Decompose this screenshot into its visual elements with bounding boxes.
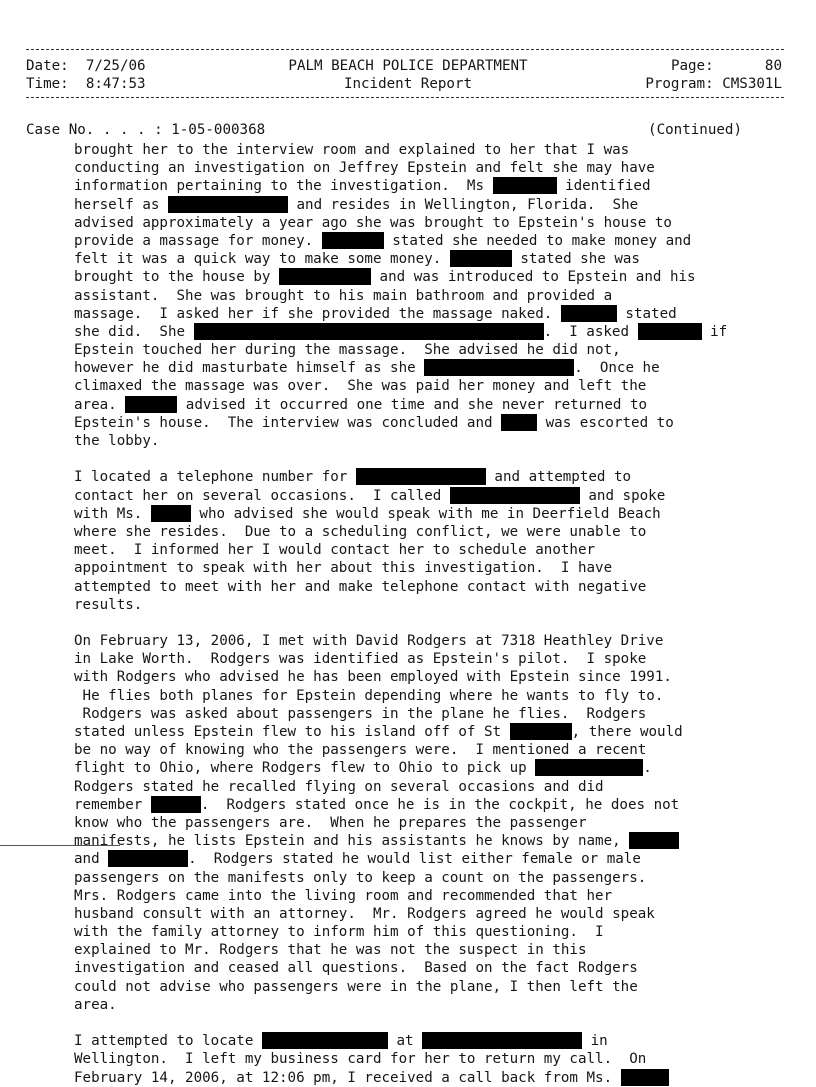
program-row: [645, 76, 782, 92]
text-line: [26, 177, 786, 195]
text-line: [26, 232, 786, 250]
text-line: [26, 250, 786, 268]
line-segment: massage. I asked her if she provided the massage naked.: [74, 305, 561, 322]
paragraph-gap: [26, 1014, 786, 1032]
redaction-bar: [629, 832, 679, 849]
text-line: [26, 487, 786, 505]
redaction-bar: [561, 305, 617, 322]
line-segment: passengers on the manifests only to keep a count on the passengers.: [74, 869, 647, 886]
line-segment: area.: [74, 996, 117, 1013]
date-value: 7/25/06: [85, 58, 146, 74]
line-segment: at: [387, 1033, 423, 1050]
line-segment: with the family attorney to inform him of this questioning. I: [74, 924, 604, 941]
redaction-bar: [450, 487, 580, 504]
text-line: [26, 596, 786, 614]
text-line: [26, 778, 786, 796]
line-segment: identified: [556, 178, 651, 195]
line-segment: in Lake Worth. Rodgers was identified as Epstein's pilot. I spoke: [74, 651, 647, 668]
line-segment: in: [582, 1033, 608, 1050]
line-segment: stated: [616, 305, 677, 322]
line-segment: investigation and ceased all questions. Based on the fact Rodgers: [74, 960, 638, 977]
text-line: [26, 359, 786, 377]
line-segment: conducting an investigation on Jeffrey Epstein and felt she may have: [74, 160, 655, 177]
line-segment: know who the passengers are. When he prepares the passenger: [74, 814, 587, 831]
case-number: 1-05-000368: [171, 122, 266, 138]
line-segment: with Ms.: [74, 505, 151, 522]
line-segment: and was introduced to Epstein and his: [371, 269, 696, 286]
text-line: [26, 341, 786, 359]
text-line: [26, 432, 786, 450]
redaction-bar: [151, 505, 191, 522]
text-line: [26, 377, 786, 395]
report-type: Incident Report: [343, 76, 473, 92]
redaction-bar: [356, 468, 486, 485]
redaction-bar: [638, 323, 702, 340]
text-line: [26, 468, 786, 486]
redaction-bar: [322, 232, 384, 249]
text-line: [26, 814, 786, 832]
line-segment: Epstein touched her during the massage. She advised he did not,: [74, 342, 621, 359]
line-segment: I located a telephone number for: [74, 469, 356, 486]
line-segment: appointment to speak with her about this investigation. I have: [74, 560, 613, 577]
text-line: [26, 541, 786, 559]
line-segment: the lobby.: [74, 433, 160, 449]
text-line: [26, 687, 786, 705]
header-bottom-divider: [26, 97, 784, 98]
text-line: [26, 1069, 786, 1087]
line-segment: contact her on several occasions. I called: [74, 487, 450, 504]
text-line: [26, 905, 786, 923]
text-line: [26, 396, 786, 414]
header-top-divider: [26, 49, 784, 50]
line-segment: I attempted to locate: [74, 1033, 262, 1050]
line-segment: . Rodgers stated once he is in the cockpit, he does not: [200, 796, 680, 813]
date-label: Date:: [26, 58, 69, 74]
line-segment: February 14, 2006, at 12:06 pm, I received a call back from Ms.: [74, 1069, 621, 1086]
line-segment: felt it was a quick way to make some money.: [74, 251, 450, 268]
redaction-bar: [535, 759, 643, 776]
line-segment: results.: [74, 596, 143, 613]
line-segment: herself as: [74, 196, 168, 213]
line-segment: On February 13, 2006, I met with David Rodgers at 7318 Heathley Drive: [74, 633, 664, 650]
redaction-bar: [510, 723, 572, 740]
time-value: 8:47:53: [85, 76, 146, 92]
text-line: [26, 159, 786, 177]
line-segment: was escorted to: [537, 414, 674, 431]
line-segment: Epstein's house. The interview was concluded and: [74, 414, 502, 431]
line-segment: , there would: [571, 724, 683, 740]
text-line: [26, 141, 786, 159]
line-segment: meet. I informed her I would contact her to schedule another: [74, 542, 596, 559]
line-segment: if: [701, 323, 728, 340]
text-line: [26, 832, 786, 850]
text-line: [26, 850, 786, 868]
redaction-bar: [194, 323, 544, 340]
text-line: [26, 723, 786, 741]
line-segment: advised approximately a year ago she was brought to Epstein's house to: [74, 214, 672, 231]
redaction-bar: [108, 850, 188, 867]
department-name: PALM BEACH POLICE DEPARTMENT: [288, 58, 528, 74]
text-line: [26, 523, 786, 541]
text-line: [26, 941, 786, 959]
line-segment: brought to the house by: [74, 269, 279, 286]
text-line: [26, 578, 786, 596]
line-segment: manifests, he lists Epstein and his assistants he knows by name,: [74, 833, 630, 850]
text-line: [26, 268, 786, 286]
line-segment: . Rodgers stated he would list either female or male: [188, 851, 641, 868]
redaction-bar: [450, 250, 512, 267]
line-segment: brought her to the interview room and explained to her that I was: [74, 142, 630, 158]
text-line: [26, 559, 786, 577]
text-line: [26, 923, 786, 941]
line-segment: stated unless Epstein flew to his island off of St: [74, 724, 510, 740]
line-segment: climaxed the massage was over. She was paid her money and left the: [74, 378, 647, 395]
text-line: [26, 323, 786, 341]
text-line: [26, 959, 786, 977]
text-line: [26, 632, 786, 650]
line-segment: be no way of knowing who the passengers were. I mentioned a recent: [74, 742, 647, 759]
line-segment: stated she needed to make money and: [383, 232, 692, 249]
paragraph-gap: [26, 450, 786, 468]
paragraph-gap: [26, 614, 786, 632]
redaction-bar: [422, 1032, 582, 1049]
case-label: Case No. . . . :: [26, 122, 163, 138]
line-segment: who advised she would speak with me in Deerfield Beach: [190, 505, 661, 522]
line-segment: . I asked: [543, 323, 638, 340]
line-segment: Mrs. Rodgers came into the living room and recommended that her: [74, 887, 613, 904]
page-label: Page:: [670, 58, 714, 74]
line-segment: and attempted to: [485, 469, 632, 486]
redaction-bar: [262, 1032, 388, 1049]
line-segment: stated she was: [511, 251, 640, 268]
redaction-bar: [125, 396, 177, 413]
text-line: [26, 759, 786, 777]
line-segment: information pertaining to the investigation. Ms: [74, 178, 493, 195]
redaction-bar: [168, 196, 288, 213]
redaction-bar: [501, 414, 537, 431]
line-segment: . Once he: [574, 360, 660, 377]
text-line: [26, 996, 786, 1014]
text-line: [26, 214, 786, 232]
program-code: CMS301L: [722, 76, 782, 92]
text-line: [26, 287, 786, 305]
line-segment: advised it occurred one time and she never returned to: [177, 396, 648, 413]
line-segment: with Rodgers who advised he has been employed with Epstein since 1991.: [74, 669, 672, 686]
time-label: Time:: [26, 76, 69, 92]
text-line: [26, 650, 786, 668]
line-segment: husband consult with an attorney. Mr. Rodgers agreed he would speak: [74, 905, 655, 922]
page-row: [671, 58, 782, 74]
line-segment: where she resides. Due to a scheduling conflict, we were unable to: [74, 523, 647, 540]
line-segment: provide a massage for money.: [74, 232, 322, 249]
line-segment: could not advise who passengers were in the plane, I then left the: [74, 978, 638, 995]
line-segment: and spoke: [579, 487, 666, 504]
line-segment: area.: [74, 396, 126, 413]
text-line: [26, 414, 786, 432]
text-line: [26, 1032, 786, 1050]
line-segment: explained to Mr. Rodgers that he was not the suspect in this: [74, 942, 587, 959]
line-segment: and resides in Wellington, Florida. She: [287, 196, 639, 213]
text-line: [26, 978, 786, 996]
redaction-bar: [279, 268, 371, 285]
redaction-bar: [621, 1069, 669, 1086]
line-segment: flight to Ohio, where Rodgers flew to Ohio to pick up: [74, 760, 536, 777]
line-segment: Rodgers was asked about passengers in the plane he flies. Rodgers: [74, 705, 647, 722]
line-segment: .: [643, 760, 652, 777]
case-status: (Continued): [648, 122, 742, 138]
text-line: [26, 796, 786, 814]
text-line: [26, 668, 786, 686]
line-segment: remember: [74, 796, 151, 813]
text-line: [26, 305, 786, 323]
text-line: [26, 741, 786, 759]
text-line: [26, 869, 786, 887]
text-line: [26, 705, 786, 723]
line-segment: He flies both planes for Epstein depending where he wants to fly to.: [74, 687, 664, 704]
line-segment: however he did masturbate himself as she: [74, 360, 425, 377]
program-label: Program:: [645, 76, 714, 92]
report-narrative: [26, 141, 786, 1087]
line-segment: Rodgers stated he recalled flying on several occasions and did: [74, 778, 604, 795]
line-segment: and: [74, 851, 109, 868]
text-line: [26, 196, 786, 214]
line-segment: Wellington. I left my business card for her to return my call. On: [74, 1051, 647, 1068]
redaction-bar: [424, 359, 574, 376]
text-line: [26, 505, 786, 523]
case-number-row: [26, 122, 265, 138]
line-segment: she did. She: [74, 323, 194, 340]
text-line: [26, 1050, 786, 1068]
line-segment: attempted to meet with her and make telephone contact with negative: [74, 578, 647, 595]
text-line: [26, 887, 786, 905]
redaction-bar: [151, 796, 201, 813]
line-segment: assistant. She was brought to his main bathroom and provided a: [74, 287, 613, 304]
page-number: 80: [764, 58, 782, 74]
redaction-bar: [493, 177, 557, 194]
